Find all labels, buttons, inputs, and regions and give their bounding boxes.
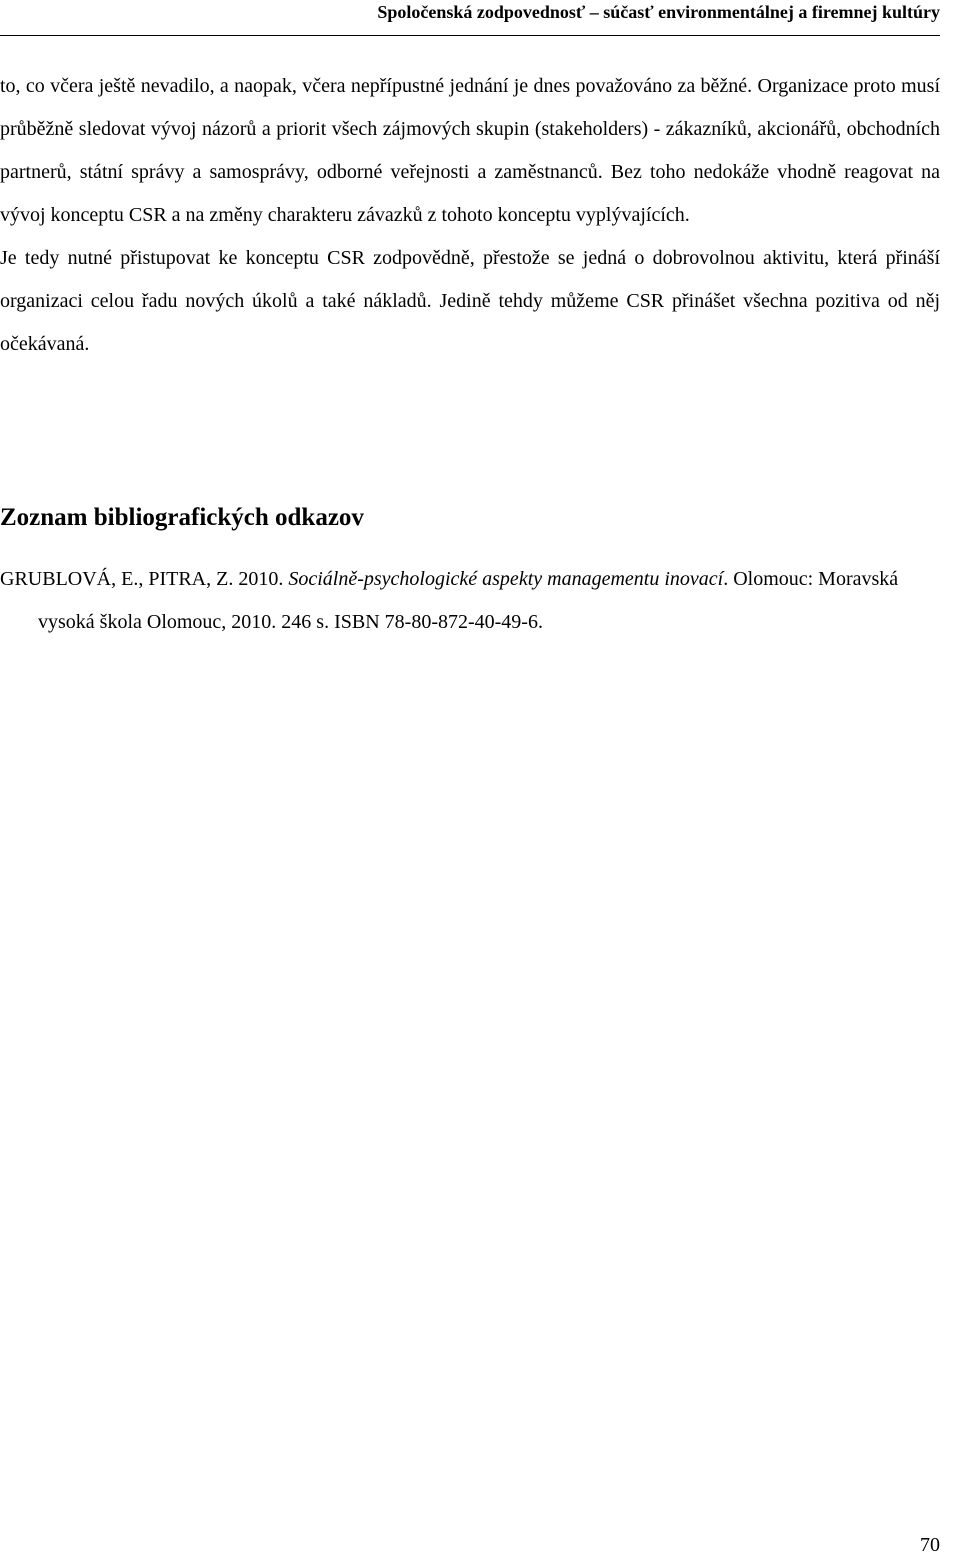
bibliography-title: Sociálně-psychologické aspekty managementu inovací [288,568,724,590]
page-number: 70 [920,1534,940,1556]
paragraph: to, co včera ještě nevadilo, a naopak, včera nepřípustné jednání je dnes považováno za běžné. Organizace proto musí průběžně sledovat vývoj názorů a priorit všech zájmových skupin (stakeholders) - zákazníků, akcionářů, obchodních partnerů, státní správy a samosprávy, odborné veřejnosti a zaměstnanců. Bez toho nedokáže vhodně reagovat na vývoj konceptu CSR a na změny charakteru závazků z tohoto konceptu vyplývajících. [0,75,940,226]
bibliography-heading: Zoznam bibliografických odkazov [0,504,364,531]
paragraph: Je tedy nutné přistupovat ke konceptu CSR zodpovědně, přestože se jedná o dobrovolnou aktivitu, která přináší organizaci celou řadu nových úkolů a také nákladů. Jedině tehdy můžeme CSR přinášet všechna pozitiva od něj očekávaná. [0,247,940,355]
bibliography-list [0,558,940,644]
body-text [0,65,940,366]
running-header [0,0,940,36]
bibliography-authors: GRUBLOVÁ, E., PITRA, Z. 2010. [0,568,289,590]
bibliography-publication: . Olomouc: Moravská vysoká škola Olomouc, 2010. 246 s. ISBN 78-80-872-40-49-6. [38,568,899,633]
bibliography-entry [0,558,940,644]
running-header-title: Spoločenská zodpovednosť – súčasť environmentálnej a firemnej kultúry [377,2,940,22]
